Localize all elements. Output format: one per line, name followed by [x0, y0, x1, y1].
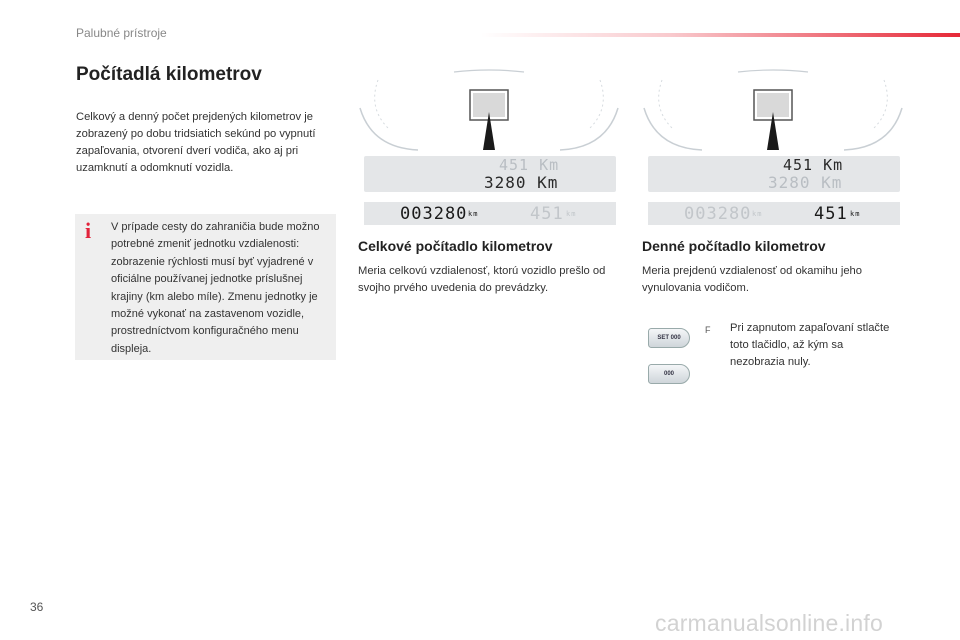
step-bullet-icon: F [705, 325, 711, 335]
lcd-trip-unit: km [566, 210, 577, 218]
lcd-total-readout: 3280 Km [768, 173, 843, 192]
lcd-top-trip [648, 156, 900, 192]
lcd-odometer-unit: km [468, 210, 479, 218]
lcd-odometer-value: 003280 [684, 204, 752, 224]
reset-000-button-image: 000 [648, 364, 690, 384]
cluster-illustration-trip [642, 68, 904, 158]
lcd-top-total [364, 156, 616, 192]
cluster-illustration-total [358, 68, 620, 158]
lcd-trip-readout: 451 Km [499, 156, 560, 174]
info-box-text: V prípade cesty do zahraničia bude možno potrebné zmeniť jednotku vzdialenosti: zobrazenie rýchlosti musí byť vyjadrené v oficiálne používanej jednotke príslušnej krajiny (km alebo míle). Zmenu jednotky je možné vykonať na zastavenom vozidle, prostredníctvom konfiguračného menu displeja. [111, 221, 320, 355]
lcd-trip-unit: km [850, 210, 861, 218]
lcd-trip-readout: 451 Km [783, 156, 844, 174]
lcd-trip-value: 451 [814, 204, 848, 224]
trip-odometer-title: Denné počítadlo kilometrov [642, 238, 826, 254]
lcd-bottom-total [364, 202, 616, 225]
page-title: Počítadlá kilometrov [76, 64, 262, 85]
total-odometer-description: Meria celkovú vzdialenosť, ktorú vozidlo prešlo od svojho prvého uvedenia do prevádzky. [358, 265, 606, 294]
lcd-odometer-value: 003280 [400, 204, 468, 224]
lcd-bottom-trip [648, 202, 900, 225]
lcd-total-readout: 3280 Km [484, 173, 559, 192]
total-odometer-title: Celkové počítadlo kilometrov [358, 238, 553, 254]
set-000-button-image: SET 000 [648, 328, 690, 348]
header-decorative-line [480, 33, 960, 37]
info-icon: i [85, 218, 92, 243]
info-box [75, 214, 336, 360]
lcd-odometer-unit: km [752, 210, 763, 218]
trip-odometer-description: Meria prejdenú vzdialenosť od okamihu jeho vynulovania vodičom. [642, 265, 862, 294]
section-header: Palubné prístroje [76, 26, 167, 40]
lcd-trip-value: 451 [530, 204, 564, 224]
intro-paragraph: Celkový a denný počet prejdených kilometrov je zobrazený po dobu tridsiatich sekúnd po vypnutí zapaľovania, otvorení dverí vodiča, ako aj pri uzamknutí a odomknutí vozidla. [76, 111, 316, 174]
watermark-text: carmanualsonline.info [655, 610, 883, 636]
reset-instruction: Pri zapnutom zapaľovaní stlačte toto tlačidlo, až kým sa nezobrazia nuly. [730, 322, 890, 368]
page-number: 36 [30, 600, 44, 614]
